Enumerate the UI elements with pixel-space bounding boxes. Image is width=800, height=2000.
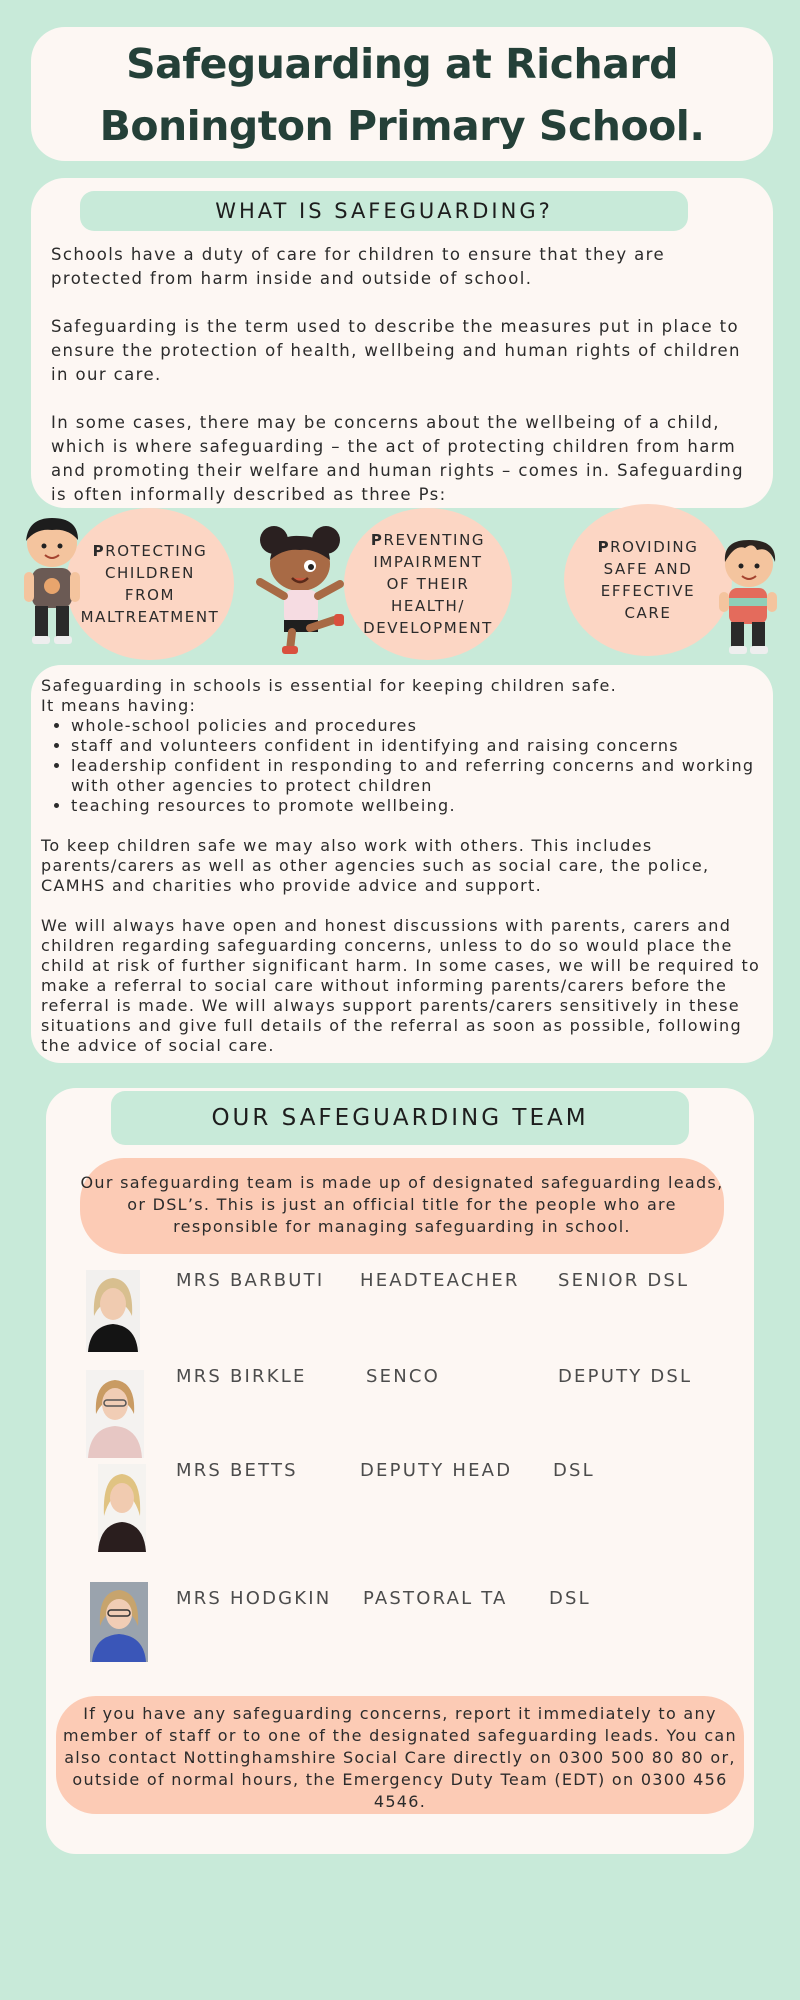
staff-photo-avatar bbox=[98, 1464, 146, 1552]
member-role: SENCO bbox=[366, 1366, 440, 1387]
p3-line: EFFECTIVE bbox=[600, 582, 696, 600]
team-member-row bbox=[46, 1270, 754, 1350]
team-member-row bbox=[46, 1366, 754, 1446]
p1-line: FROM bbox=[124, 586, 176, 604]
member-name: MRS BARBUTI bbox=[176, 1270, 325, 1291]
list-item: • whole-school policies and procedures bbox=[71, 716, 771, 736]
member-dsl: DEPUTY DSL bbox=[558, 1366, 693, 1387]
what-is-safeguarding-card bbox=[31, 178, 773, 508]
means-intro-2: It means having: bbox=[41, 696, 197, 715]
list-item: • staff and volunteers confident in identifying and raising concerns bbox=[71, 736, 771, 756]
p-providing-circle bbox=[564, 504, 732, 656]
p3-word: ROVIDING bbox=[610, 538, 699, 556]
what-paragraph-3: In some cases, there may be concerns about the wellbeing of a child, which is where safeguarding – the act of protecting children from harm and promoting their welfare and human rights – comes in. Safeguarding is often informally described as three Ps: bbox=[51, 413, 744, 504]
p3-line: SAFE AND bbox=[603, 560, 693, 578]
list-item: • leadership confident in responding to and referring concerns and working with other agencies to protect children bbox=[71, 756, 771, 796]
p2-line: DEVELOPMENT bbox=[363, 619, 493, 637]
means-paragraph-2: To keep children safe we may also work with others. This includes parents/carers as well as other agencies such as social care, the police, CAMHS and charities who provide advice and support. bbox=[41, 836, 710, 895]
staff-photo-avatar bbox=[90, 1582, 148, 1662]
p3-line: CARE bbox=[624, 604, 672, 622]
staff-photo-avatar bbox=[86, 1370, 144, 1458]
girl-cartoon-illustration bbox=[254, 524, 350, 656]
title-card bbox=[31, 27, 773, 161]
p1-line: MALTREATMENT bbox=[80, 608, 220, 626]
p1-line: CHILDREN bbox=[104, 564, 195, 582]
boy-cartoon-illustration bbox=[20, 516, 88, 648]
what-is-safeguarding-heading: WHAT IS SAFEGUARDING? bbox=[80, 191, 688, 231]
p2-word: REVENTING bbox=[383, 531, 486, 549]
safeguarding-means-card bbox=[31, 665, 773, 1063]
means-intro-1: Safeguarding in schools is essential for keeping children safe. bbox=[41, 676, 617, 695]
team-heading: OUR SAFEGUARDING TEAM bbox=[111, 1091, 689, 1145]
p-protecting-circle bbox=[66, 508, 234, 660]
what-paragraph-1: Schools have a duty of care for children to ensure that they are protected from harm inside and outside of school. bbox=[51, 245, 666, 288]
member-name: MRS BETTS bbox=[176, 1460, 298, 1481]
p2-line: HEALTH/ bbox=[390, 597, 465, 615]
means-bullet-list bbox=[71, 716, 771, 816]
title-line-2: Bonington Primary School. bbox=[99, 102, 705, 150]
safeguarding-means-body bbox=[41, 676, 771, 1056]
p1-word: ROTECTING bbox=[105, 542, 208, 560]
team-intro: Our safeguarding team is made up of designated safeguarding leads, or DSL’s. This is just an official title for the people who are responsible for managing safeguarding in school. bbox=[80, 1158, 724, 1254]
member-dsl: SENIOR DSL bbox=[558, 1270, 690, 1291]
p2-initial: P bbox=[370, 531, 384, 549]
member-name: MRS HODGKIN bbox=[176, 1588, 332, 1609]
what-paragraph-2: Safeguarding is the term used to describe the measures put in place to ensure the protection of health, wellbeing and human rights of children in our care. bbox=[51, 317, 741, 384]
p1-initial: P bbox=[92, 542, 106, 560]
what-is-safeguarding-body bbox=[51, 243, 763, 507]
member-role: HEADTEACHER bbox=[360, 1270, 520, 1291]
member-dsl: DSL bbox=[549, 1588, 591, 1609]
staff-photo-avatar bbox=[86, 1270, 140, 1352]
page-title bbox=[31, 27, 773, 157]
boy-cartoon-illustration-right bbox=[717, 536, 783, 656]
p2-line: OF THEIR bbox=[386, 575, 470, 593]
team-member-row bbox=[46, 1588, 754, 1668]
p2-line: IMPAIRMENT bbox=[373, 553, 483, 571]
member-role: PASTORAL TA bbox=[363, 1588, 508, 1609]
means-paragraph-3: We will always have open and honest discussions with parents, carers and children regarding safeguarding concerns, unless to do so would place the child at risk of further significant harm. In some cases, we will be required to make a referral to social care without informing parents/carers before the referral is made. We will always support parents/carers sensitively in these situations and give full details of the referral as soon as possible, following the advice of social care. bbox=[41, 916, 761, 1055]
member-role: DEPUTY HEAD bbox=[360, 1460, 513, 1481]
team-member-row bbox=[46, 1460, 754, 1540]
member-dsl: DSL bbox=[553, 1460, 595, 1481]
member-name: MRS BIRKLE bbox=[176, 1366, 307, 1387]
p3-initial: P bbox=[597, 538, 611, 556]
list-item: • teaching resources to promote wellbeing. bbox=[71, 796, 771, 816]
report-concern-notice: If you have any safeguarding concerns, report it immediately to any member of staff or to one of the designated safeguarding leads. You can also contact Nottinghamshire Social Care directly on 0300 500 80 80 or, outside of normal hours, the Emergency Duty Team (EDT) on 0300 456 4546. bbox=[56, 1696, 744, 1814]
safeguarding-team-card bbox=[46, 1088, 754, 1854]
p-preventing-circle bbox=[344, 508, 512, 660]
title-line-1: Safeguarding at Richard bbox=[126, 40, 678, 88]
